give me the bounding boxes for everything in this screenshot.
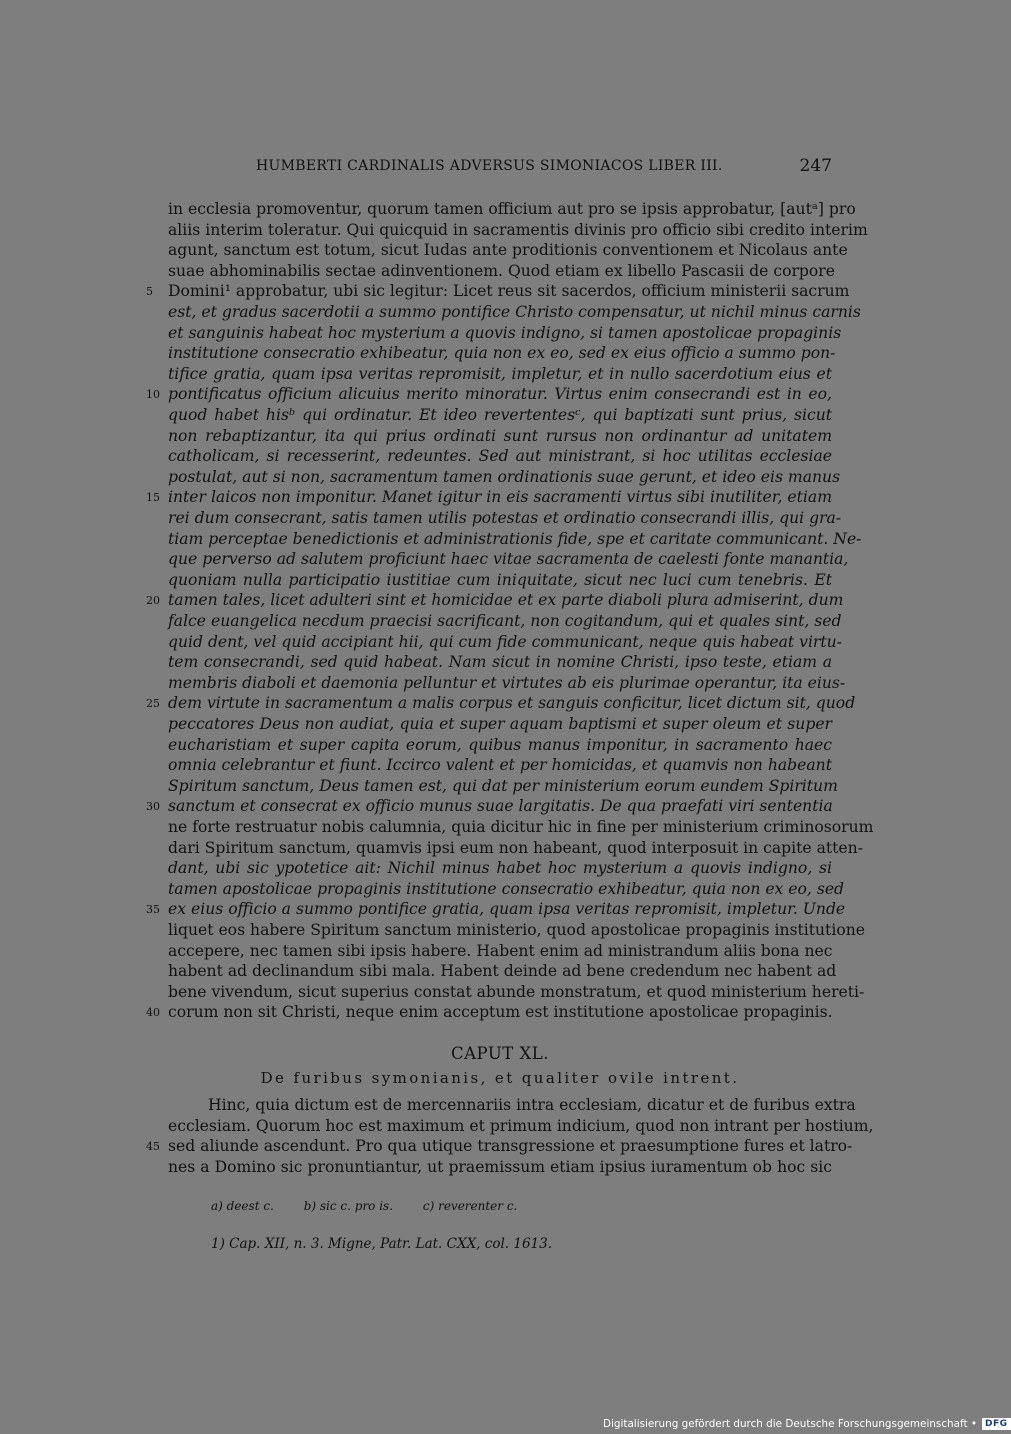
body-line: liquet eos habere Spiritum sanctum ministerio, quod apostolicae propaginis institutione bbox=[168, 921, 865, 939]
line-number: 30 bbox=[146, 800, 160, 814]
body-line: aliis interim toleratur. Qui quicquid in sacramentis divinis pro officio sibi credito interim bbox=[168, 220, 868, 239]
body-line: quoniam nulla participatio iustitiae cum iniquitate, sicut nec luci cum tenebris. Et bbox=[168, 570, 832, 589]
page-number: 247 bbox=[799, 156, 832, 176]
body-line: eucharistiam et super capita eorum, quibus manus imponitur, in sacramento haec bbox=[168, 735, 832, 754]
running-title: HUMBERTI CARDINALIS ADVERSUS SIMONIACOS LIBER III. bbox=[256, 158, 723, 174]
body-line: est, et gradus sacerdotii a summo pontifice Christo compensatur, ut nichil minus carnis bbox=[168, 303, 861, 321]
line-number: 15 bbox=[146, 491, 160, 505]
body-line: postulat, aut si non, sacramentum tamen ordinationis suae gerunt, et ideo eis manus bbox=[168, 467, 841, 486]
body-line: tiam perceptae benedictionis et administrationis fide, spe et caritate communicant. Ne- bbox=[168, 529, 862, 548]
line-number: 25 bbox=[146, 697, 160, 711]
body-line: quid dent, vel quid accipiant hii, qui cum fide communicant, neque quis habeat virtu- bbox=[168, 632, 842, 651]
line-number: 35 bbox=[146, 903, 160, 917]
footnote-b: b) sic c. pro is. bbox=[303, 1199, 394, 1213]
body-line: dant, ubi sic ypotetice ait: Nichil minus habet hoc mysterium a quovis indigno, si bbox=[168, 859, 832, 878]
body-line: Domini¹ approbatur, ubi sic legitur: Licet reus sit sacerdos, officium ministerii sacrum bbox=[168, 282, 850, 301]
body-line: corum non sit Christi, neque enim acceptum est institutione apostolicae propaginis. bbox=[168, 1003, 833, 1022]
body-line: dari Spiritum sanctum, quamvis ipsi eum non habeant, quod interposuit in capite atten- bbox=[168, 838, 863, 857]
body-line: tamen tales, licet adulteri sint et homicidae et ex parte diaboli plura admiserint, dum bbox=[168, 591, 844, 610]
body-line: accepere, nec tamen sibi ipsis habere. Habent enim ad ministrandum aliis bona nec bbox=[168, 941, 833, 960]
line-number: 5 bbox=[146, 285, 153, 299]
chapter-line: Hinc, quia dictum est de mercennariis intra ecclesiam, dicatur et de furibus extra bbox=[208, 1096, 856, 1114]
body-line: non rebaptizantur, ita qui prius ordinati sunt rursus non ordinantur ad unitatem bbox=[168, 426, 832, 445]
body-line: ne forte restruatur nobis calumnia, quia dicitur hic in fine per ministerium criminosorum bbox=[168, 818, 874, 836]
dfg-logo: DFG bbox=[982, 1418, 1011, 1430]
footnote-c: c) reverenter c. bbox=[422, 1199, 518, 1213]
body-line: habent ad declinandum sibi mala. Habent deinde ad bene credendum nec habent ad bbox=[168, 962, 837, 981]
body-line: suae abhominabilis sectae adinventionem. Quod etiam ex libello Pascasii de corpore bbox=[168, 261, 835, 280]
chapter-line: sed aliunde ascendunt. Pro qua utique transgressione et praesumptione fures et latro- bbox=[168, 1137, 853, 1156]
line-number: 10 bbox=[146, 388, 160, 402]
body-line: que perverso ad salutem proficiunt haec vitae sacramenta de caelesti fonte manantia, bbox=[168, 550, 849, 569]
footnote-a: a) deest c. bbox=[211, 1199, 274, 1213]
critical-apparatus bbox=[211, 1199, 543, 1213]
credit-text: Digitalisierung gefördert durch die Deutsche Forschungsgemeinschaft • bbox=[603, 1418, 977, 1430]
body-line: omnia celebrantur et fiunt. Iccirco valent et per homicidas, et quamvis non habeant bbox=[168, 756, 832, 775]
body-line: in ecclesia promoventur, quorum tamen officium aut pro se ipsis approbatur, [autᵃ] pro bbox=[168, 200, 856, 218]
body-line: sanctum et consecrat ex officio munus suae largitatis. De qua praefati viri sententia bbox=[168, 797, 833, 816]
body-line: tamen apostolicae propaginis institutione consecratio exhibeatur, quia non ex eo, sed bbox=[168, 879, 845, 898]
body-line: bene vivendum, sicut superius constat abunde monstratum, et quod ministerium hereti- bbox=[168, 982, 865, 1001]
chapter-line: ecclesiam. Quorum hoc est maximum et primum indicium, quod non intrant per hostium, bbox=[168, 1116, 874, 1135]
chapter-line: nes a Domino sic pronuntiantur, ut praemissum etiam ipsius iuramentum ob hoc sic bbox=[168, 1157, 832, 1176]
body-line: tem consecrandi, sed quid habeat. Nam sicut in nomine Christi, ipso teste, etiam a bbox=[168, 653, 832, 672]
page-header bbox=[168, 158, 832, 180]
body-line: dem virtute in sacramentum a malis corpus et sanguis conficitur, licet dictum sit, quod bbox=[168, 694, 856, 713]
digitization-credit bbox=[603, 1417, 1011, 1431]
body-line: membris diaboli et daemonia pelluntur et virtutes ab eis plurimae operantur, ita eius- bbox=[168, 673, 846, 692]
chapter-subtitle: De furibus symonianis, et qualiter ovile intrent. bbox=[260, 1069, 740, 1087]
body-line: tifice gratia, quam ipsa veritas repromisit, impletur, et in nullo sacerdotium eius et bbox=[168, 364, 832, 383]
line-number: 45 bbox=[146, 1140, 160, 1154]
body-line: inter laicos non imponitur. Manet igitur in eis sacramenti virtus sibi inutiliter, etiam bbox=[168, 488, 832, 507]
body-line: et sanguinis habeat hoc mysterium a quovis indigno, si tamen apostolicae propaginis bbox=[168, 323, 842, 342]
body-line: ex eius officio a summo pontifice gratia, quam ipsa veritas repromisit, impletur. Unde bbox=[168, 900, 846, 919]
body-line: rei dum consecrant, satis tamen utilis potestas et ordinatio consecrandi illis, qui gra- bbox=[168, 509, 842, 527]
body-line: falce euangelica necdum praecisi sacrificant, non cogitandum, qui et quales sint, sed bbox=[168, 612, 842, 630]
body-line: pontificatus officium alicuius merito minoratur. Virtus enim consecrandi est in eo, bbox=[168, 385, 832, 404]
footnote-1: 1) Cap. XII, n. 3. Migne, Patr. Lat. CXX, col. 1613. bbox=[211, 1236, 553, 1252]
body-line: Spiritum sanctum, Deus tamen est, qui dat per ministerium eorum eundem Spiritum bbox=[168, 776, 838, 795]
body-line: agunt, sanctum est totum, sicut Iudas ante proditionis conventionem et Nicolaus ante bbox=[168, 241, 848, 260]
chapter-title: CAPUT XL. bbox=[451, 1044, 549, 1063]
body-line: peccatores Deus non audiat, quia et super aquam baptismi et super oleum et super bbox=[168, 715, 832, 733]
line-number: 20 bbox=[146, 594, 160, 608]
body-line: institutione consecratio exhibeatur, quia non ex eo, sed ex eius officio a summo pon- bbox=[168, 344, 836, 363]
body-line: quod habet hisᵇ qui ordinatur. Et ideo revertentesᶜ, qui baptizati sunt prius, sicut bbox=[168, 406, 832, 424]
body-line: catholicam, si recesserint, redeuntes. Sed aut ministrant, si hoc utilitas ecclesiae bbox=[168, 447, 832, 466]
line-number: 40 bbox=[146, 1006, 160, 1020]
